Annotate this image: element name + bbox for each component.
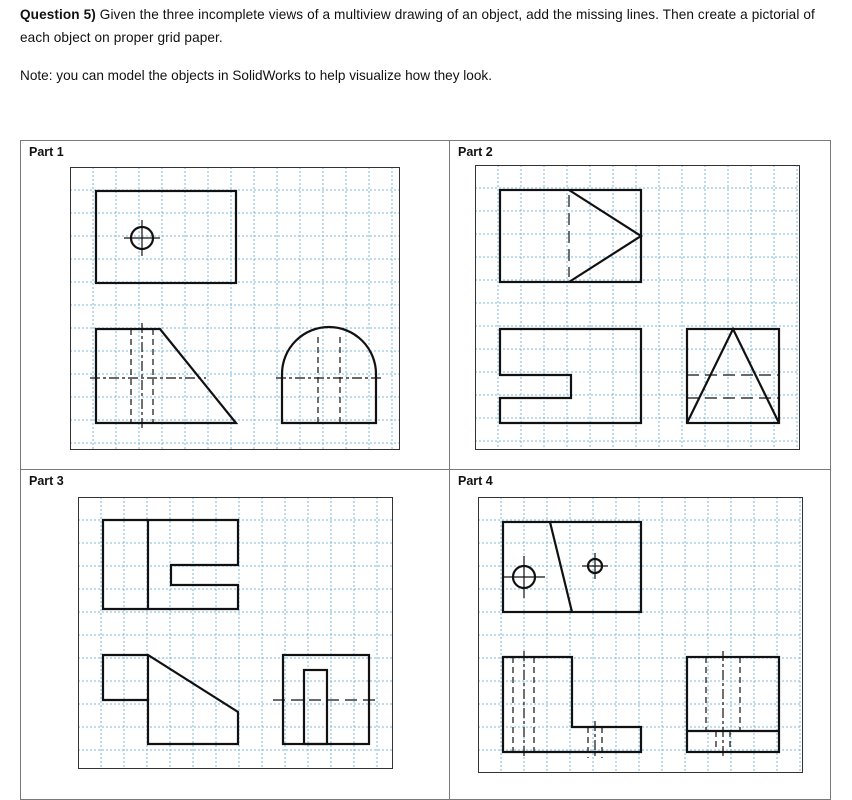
- side-view-rectangle: [687, 329, 779, 423]
- question-label: Question 5): [20, 7, 96, 22]
- side-view-rectangle: [687, 657, 779, 752]
- part-2-label: Part 2: [458, 145, 493, 159]
- top-view-rectangle: [96, 191, 236, 283]
- top-view-slant-line: [550, 522, 572, 612]
- part-4-drawing: [478, 497, 803, 773]
- question-text: [20, 3, 835, 49]
- grid-lines: [475, 165, 800, 450]
- table-horizontal-divider: [20, 469, 831, 470]
- note-text: Note: you can model the objects in SolidWorks to help visualize how they look.: [20, 68, 493, 83]
- top-view-rectangle: [500, 190, 641, 282]
- grid-border: [79, 498, 393, 769]
- front-view-outline: [96, 329, 236, 423]
- question-body: Given the three incomplete views of a multiview drawing of an object, add the missing lines. Then create a pictorial of each object on proper grid paper.: [20, 7, 815, 45]
- part-2-drawing: [475, 165, 800, 450]
- part-1-label: Part 1: [29, 145, 64, 159]
- table-vertical-divider: [449, 140, 450, 800]
- front-view-outline: [500, 329, 641, 423]
- part-3-label: Part 3: [29, 474, 64, 488]
- side-view-outline: [282, 327, 376, 423]
- top-view-v-notch: [569, 190, 641, 282]
- part-3-drawing: [78, 497, 393, 769]
- grid-lines: [78, 497, 393, 769]
- side-view-triangle: [687, 329, 779, 423]
- part-1-drawing: [70, 167, 400, 450]
- part-4-label: Part 4: [458, 474, 493, 488]
